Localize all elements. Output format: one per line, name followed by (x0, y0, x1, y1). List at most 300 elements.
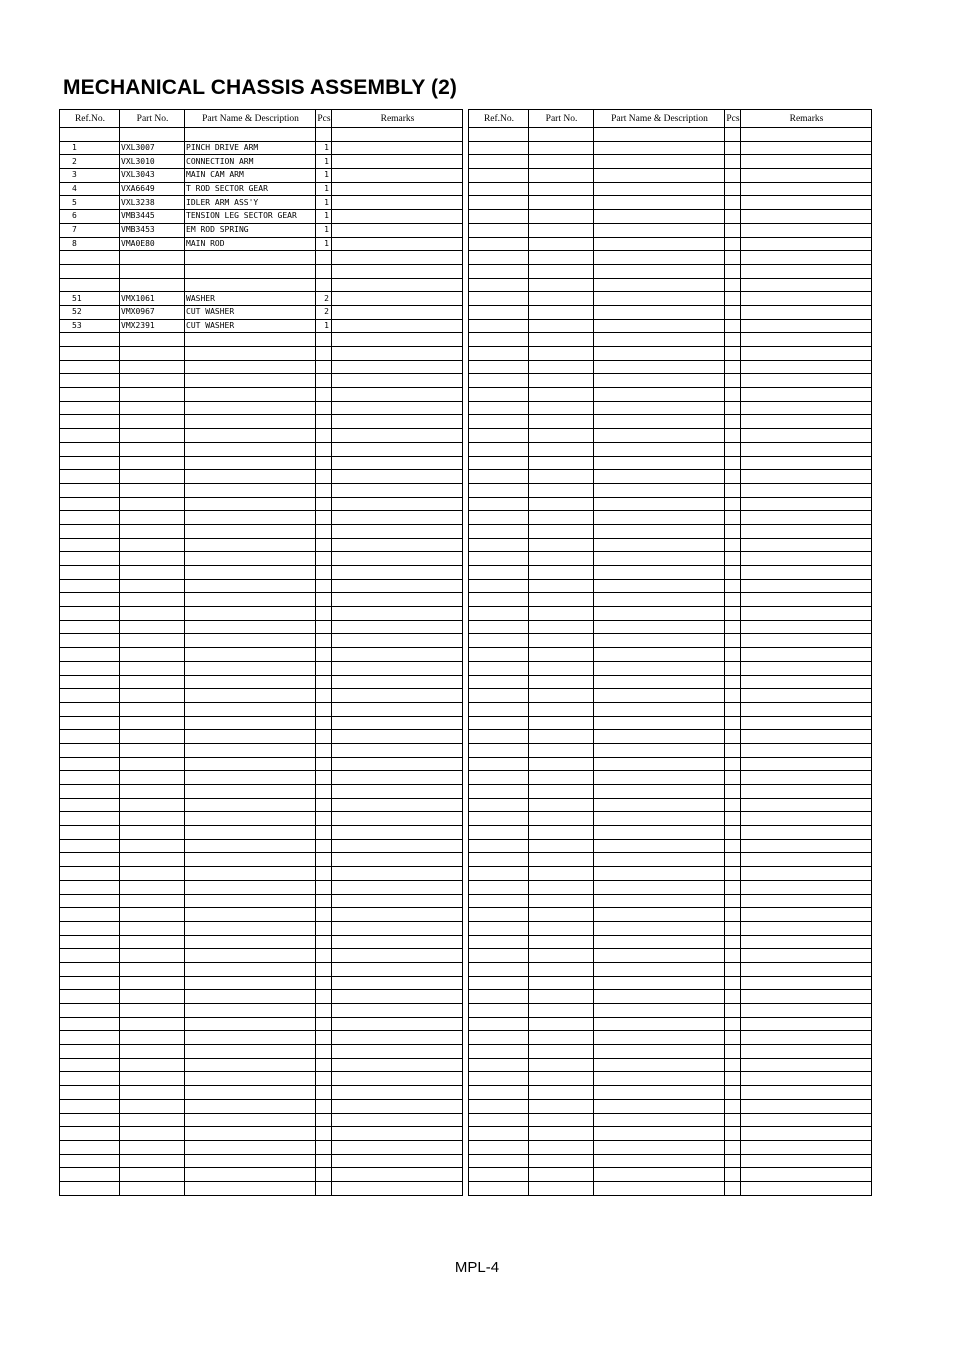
cell-description (185, 867, 316, 881)
cell-ref-no (469, 223, 529, 237)
cell-remarks (332, 593, 463, 607)
table-row (469, 853, 872, 867)
cell-remarks (332, 826, 463, 840)
cell-description: IDLER ARM ASS'Y (185, 196, 316, 210)
cell-ref-no (469, 360, 529, 374)
parts-table-left (59, 109, 463, 1196)
cell-remarks (741, 442, 872, 456)
cell-ref-no (60, 634, 120, 648)
cell-remarks (332, 169, 463, 183)
cell-pcs (725, 634, 741, 648)
table-row (469, 360, 872, 374)
cell-ref-no (469, 237, 529, 251)
cell-pcs (316, 1181, 332, 1195)
cell-part-no (529, 497, 594, 511)
cell-remarks (741, 593, 872, 607)
cell-ref-no (60, 1113, 120, 1127)
cell-ref-no (60, 511, 120, 525)
cell-pcs (316, 976, 332, 990)
table-row (60, 210, 463, 224)
cell-pcs (316, 867, 332, 881)
cell-part-no (529, 1031, 594, 1045)
cell-remarks (332, 456, 463, 470)
cell-remarks (741, 935, 872, 949)
cell-description (185, 880, 316, 894)
cell-ref-no (469, 196, 529, 210)
table-row (60, 757, 463, 771)
cell-ref-no (469, 702, 529, 716)
cell-description (594, 880, 725, 894)
cell-part-no (529, 155, 594, 169)
cell-part-no (529, 1099, 594, 1113)
cell-pcs (316, 1086, 332, 1100)
cell-part-no (529, 771, 594, 785)
col-ref-no: Ref.No. (60, 110, 120, 128)
table-row (469, 579, 872, 593)
cell-pcs (725, 812, 741, 826)
cell-part-no (529, 1127, 594, 1141)
cell-description (594, 333, 725, 347)
cell-ref-no (469, 333, 529, 347)
cell-ref-no (469, 552, 529, 566)
cell-pcs (316, 264, 332, 278)
cell-pcs (316, 853, 332, 867)
cell-part-no (529, 1004, 594, 1018)
cell-pcs (725, 949, 741, 963)
table-row (60, 702, 463, 716)
cell-pcs (316, 524, 332, 538)
cell-description (185, 634, 316, 648)
cell-description (185, 1017, 316, 1031)
cell-ref-no (60, 798, 120, 812)
table-row (469, 798, 872, 812)
col-pcs: Pcs (725, 110, 741, 128)
cell-remarks (741, 716, 872, 730)
cell-remarks (332, 880, 463, 894)
cell-remarks (332, 1140, 463, 1154)
cell-remarks (332, 182, 463, 196)
cell-description (594, 538, 725, 552)
cell-part-no (120, 826, 185, 840)
table-row (469, 1086, 872, 1100)
table-row (60, 264, 463, 278)
cell-part-no (120, 1086, 185, 1100)
cell-ref-no (60, 1127, 120, 1141)
table-row (60, 593, 463, 607)
parts-table-right (468, 109, 872, 1196)
cell-part-no: VXA6649 (120, 182, 185, 196)
cell-ref-no (469, 1086, 529, 1100)
cell-part-no (529, 429, 594, 443)
cell-pcs (725, 1072, 741, 1086)
table-row (60, 278, 463, 292)
cell-part-no (120, 976, 185, 990)
cell-ref-no: 52 (60, 305, 120, 319)
cell-description (185, 442, 316, 456)
cell-part-no (529, 757, 594, 771)
table-row (469, 169, 872, 183)
cell-part-no (529, 470, 594, 484)
cell-part-no (120, 401, 185, 415)
cell-pcs (725, 1181, 741, 1195)
cell-remarks (741, 305, 872, 319)
cell-ref-no (60, 675, 120, 689)
cell-part-no (120, 566, 185, 580)
cell-remarks (741, 524, 872, 538)
table-row (60, 1017, 463, 1031)
table-row (469, 1017, 872, 1031)
cell-ref-no (469, 511, 529, 525)
cell-description (185, 675, 316, 689)
cell-description (594, 689, 725, 703)
cell-description (594, 1127, 725, 1141)
cell-ref-no: 8 (60, 237, 120, 251)
cell-part-no (529, 401, 594, 415)
cell-description (594, 935, 725, 949)
cell-description (594, 401, 725, 415)
cell-description (185, 962, 316, 976)
cell-pcs: 1 (316, 141, 332, 155)
cell-description (594, 374, 725, 388)
table-row (60, 949, 463, 963)
cell-remarks (332, 962, 463, 976)
cell-description (185, 579, 316, 593)
cell-pcs (725, 661, 741, 675)
cell-remarks (741, 347, 872, 361)
cell-description (594, 675, 725, 689)
cell-remarks (332, 935, 463, 949)
table-row (60, 990, 463, 1004)
cell-remarks (332, 949, 463, 963)
cell-description (185, 333, 316, 347)
cell-pcs (725, 319, 741, 333)
cell-description (594, 456, 725, 470)
cell-ref-no (469, 566, 529, 580)
cell-remarks (741, 661, 872, 675)
cell-pcs (316, 278, 332, 292)
cell-ref-no (469, 620, 529, 634)
cell-remarks (332, 921, 463, 935)
cell-ref-no (469, 607, 529, 621)
table-row (469, 305, 872, 319)
cell-remarks (741, 620, 872, 634)
table-row (60, 182, 463, 196)
cell-remarks (332, 1017, 463, 1031)
cell-remarks (741, 210, 872, 224)
cell-pcs (725, 798, 741, 812)
cell-ref-no (60, 962, 120, 976)
cell-pcs (725, 456, 741, 470)
cell-part-no (529, 730, 594, 744)
cell-part-no (120, 785, 185, 799)
cell-ref-no (60, 620, 120, 634)
cell-pcs (316, 771, 332, 785)
cell-pcs (316, 990, 332, 1004)
cell-pcs (316, 593, 332, 607)
cell-pcs (725, 771, 741, 785)
cell-description (594, 128, 725, 142)
cell-part-no (529, 1017, 594, 1031)
cell-part-no (120, 552, 185, 566)
table-row (469, 155, 872, 169)
cell-pcs: 1 (316, 319, 332, 333)
table-row (60, 634, 463, 648)
cell-remarks (332, 607, 463, 621)
cell-part-no (529, 1140, 594, 1154)
cell-ref-no (469, 648, 529, 662)
table-row (60, 1031, 463, 1045)
cell-description (594, 497, 725, 511)
cell-part-no (529, 347, 594, 361)
cell-part-no (120, 880, 185, 894)
cell-ref-no (60, 251, 120, 265)
cell-pcs (725, 675, 741, 689)
table-row (469, 593, 872, 607)
cell-pcs (725, 935, 741, 949)
table-row (469, 743, 872, 757)
cell-part-no (529, 388, 594, 402)
cell-remarks (332, 141, 463, 155)
cell-ref-no (469, 1004, 529, 1018)
cell-ref-no (469, 826, 529, 840)
cell-pcs (316, 757, 332, 771)
cell-ref-no (60, 730, 120, 744)
table-row (60, 743, 463, 757)
cell-part-no (120, 702, 185, 716)
cell-remarks (332, 347, 463, 361)
cell-remarks (741, 1072, 872, 1086)
cell-remarks (332, 771, 463, 785)
cell-part-no (120, 730, 185, 744)
cell-remarks (741, 333, 872, 347)
cell-ref-no (469, 497, 529, 511)
cell-ref-no (469, 169, 529, 183)
cell-part-no (529, 511, 594, 525)
cell-pcs: 1 (316, 223, 332, 237)
cell-description (594, 785, 725, 799)
cell-remarks (741, 155, 872, 169)
table-row (469, 962, 872, 976)
cell-part-no (120, 853, 185, 867)
cell-description (594, 908, 725, 922)
cell-pcs (725, 1045, 741, 1059)
cell-remarks (741, 867, 872, 881)
table-row (60, 196, 463, 210)
cell-part-no: VMA0E80 (120, 237, 185, 251)
cell-pcs (725, 785, 741, 799)
cell-part-no (120, 620, 185, 634)
cell-pcs (316, 360, 332, 374)
table-row (60, 798, 463, 812)
table-row (60, 169, 463, 183)
cell-part-no: VMB3453 (120, 223, 185, 237)
cell-description (185, 483, 316, 497)
cell-description (185, 1113, 316, 1127)
cell-ref-no (469, 962, 529, 976)
table-row (469, 1058, 872, 1072)
cell-ref-no (60, 743, 120, 757)
table-row (60, 771, 463, 785)
cell-part-no (529, 826, 594, 840)
cell-remarks (741, 497, 872, 511)
cell-ref-no (469, 1140, 529, 1154)
cell-part-no (120, 415, 185, 429)
cell-description (594, 1140, 725, 1154)
cell-part-no (529, 579, 594, 593)
cell-ref-no (60, 456, 120, 470)
cell-remarks (741, 785, 872, 799)
cell-part-no (529, 1058, 594, 1072)
cell-remarks (741, 1168, 872, 1182)
cell-description (594, 1181, 725, 1195)
cell-pcs (316, 552, 332, 566)
cell-pcs (725, 388, 741, 402)
cell-remarks (332, 1045, 463, 1059)
table-row (60, 730, 463, 744)
table-row (469, 1181, 872, 1195)
cell-pcs (316, 730, 332, 744)
cell-pcs (725, 511, 741, 525)
col-remarks: Remarks (741, 110, 872, 128)
cell-remarks (332, 210, 463, 224)
cell-description (185, 908, 316, 922)
cell-part-no (529, 292, 594, 306)
table-row (469, 456, 872, 470)
cell-ref-no (60, 1031, 120, 1045)
cell-ref-no (60, 702, 120, 716)
table-row (60, 305, 463, 319)
cell-ref-no (60, 1099, 120, 1113)
cell-description (185, 511, 316, 525)
cell-pcs (725, 128, 741, 142)
table-row (469, 716, 872, 730)
cell-pcs (725, 347, 741, 361)
table-row (60, 483, 463, 497)
cell-pcs (316, 675, 332, 689)
cell-remarks (332, 388, 463, 402)
cell-part-no (120, 429, 185, 443)
table-row (469, 347, 872, 361)
cell-description (594, 1045, 725, 1059)
cell-ref-no (60, 374, 120, 388)
cell-description (594, 552, 725, 566)
cell-description (594, 949, 725, 963)
cell-part-no (529, 785, 594, 799)
cell-pcs (725, 1154, 741, 1168)
cell-pcs (316, 566, 332, 580)
table-row (60, 661, 463, 675)
cell-part-no (529, 278, 594, 292)
cell-description (185, 730, 316, 744)
table-row (469, 1031, 872, 1045)
cell-remarks (741, 1045, 872, 1059)
header-row (469, 110, 872, 128)
cell-remarks (741, 182, 872, 196)
cell-part-no (120, 264, 185, 278)
cell-description (185, 538, 316, 552)
cell-description (594, 1099, 725, 1113)
cell-description (185, 1072, 316, 1086)
cell-ref-no (469, 347, 529, 361)
cell-part-no (120, 278, 185, 292)
cell-pcs (316, 483, 332, 497)
cell-remarks (332, 976, 463, 990)
cell-pcs (316, 429, 332, 443)
cell-pcs (725, 196, 741, 210)
cell-part-no (529, 538, 594, 552)
cell-part-no (120, 1045, 185, 1059)
cell-ref-no (60, 826, 120, 840)
cell-description (185, 921, 316, 935)
cell-remarks (332, 264, 463, 278)
cell-description (185, 771, 316, 785)
cell-description: CUT WASHER (185, 305, 316, 319)
cell-part-no (120, 962, 185, 976)
cell-remarks (332, 278, 463, 292)
cell-part-no (529, 962, 594, 976)
cell-remarks (332, 1181, 463, 1195)
table-row (60, 689, 463, 703)
cell-part-no (120, 607, 185, 621)
cell-pcs: 1 (316, 210, 332, 224)
cell-remarks (741, 921, 872, 935)
cell-part-no (120, 593, 185, 607)
cell-ref-no (469, 483, 529, 497)
cell-description (594, 1086, 725, 1100)
cell-ref-no (60, 607, 120, 621)
cell-remarks (332, 1004, 463, 1018)
cell-remarks (332, 538, 463, 552)
cell-pcs (316, 620, 332, 634)
table-row (60, 853, 463, 867)
cell-description (185, 826, 316, 840)
cell-description: TENSION LEG SECTOR GEAR (185, 210, 316, 224)
cell-ref-no (469, 661, 529, 675)
cell-description (185, 990, 316, 1004)
table-row (60, 894, 463, 908)
cell-remarks (741, 264, 872, 278)
table-row (469, 1154, 872, 1168)
table-row (469, 675, 872, 689)
cell-part-no (120, 1127, 185, 1141)
cell-remarks (332, 415, 463, 429)
table-row (469, 826, 872, 840)
table-row (60, 360, 463, 374)
cell-ref-no (469, 579, 529, 593)
cell-pcs (725, 579, 741, 593)
cell-remarks (332, 648, 463, 662)
cell-part-no (529, 251, 594, 265)
cell-remarks (741, 196, 872, 210)
cell-pcs (316, 1045, 332, 1059)
cell-part-no: VXL3010 (120, 155, 185, 169)
cell-pcs (725, 689, 741, 703)
table-row (60, 867, 463, 881)
cell-description (185, 648, 316, 662)
table-row (60, 292, 463, 306)
table-row (60, 976, 463, 990)
cell-description (185, 716, 316, 730)
cell-pcs (725, 867, 741, 881)
cell-pcs (316, 511, 332, 525)
cell-part-no (529, 524, 594, 538)
cell-part-no (120, 1168, 185, 1182)
cell-pcs (316, 470, 332, 484)
cell-ref-no (469, 251, 529, 265)
cell-ref-no (469, 210, 529, 224)
cell-description (594, 155, 725, 169)
cell-part-no (120, 689, 185, 703)
